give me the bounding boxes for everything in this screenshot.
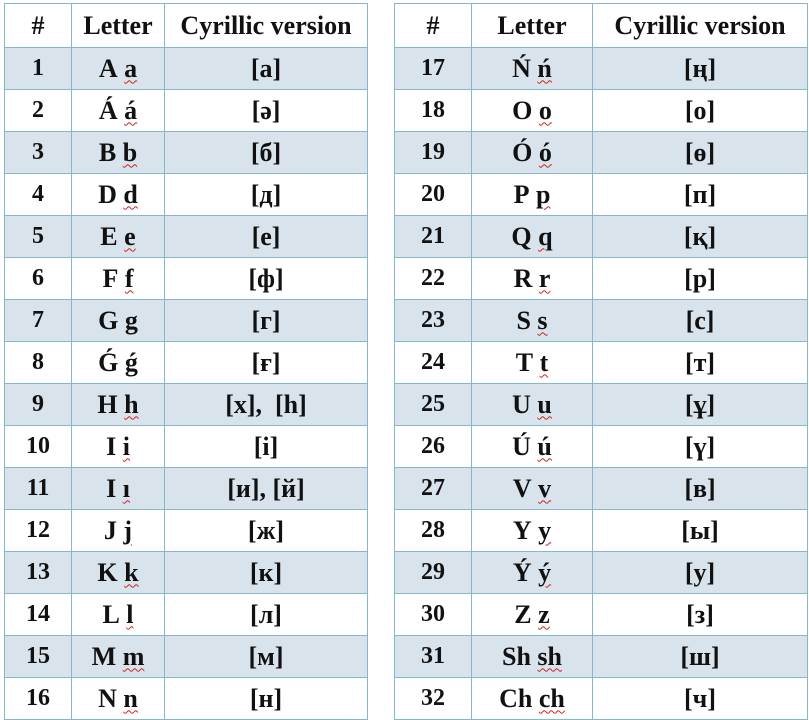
table-row [5, 48, 368, 90]
table-row [395, 342, 808, 384]
row-number: 3 [5, 132, 72, 174]
letter-lowercase: e [124, 221, 136, 251]
row-number: 29 [395, 552, 472, 594]
table-row [395, 258, 808, 300]
header-cyrillic: Cyrillic version [593, 4, 808, 48]
letter-cell [72, 174, 165, 216]
letter-uppercase: Z [514, 599, 532, 629]
row-number: 14 [5, 594, 72, 636]
letter-lowercase: ó [538, 137, 552, 167]
letter-lowercase: v [538, 473, 552, 503]
alphabet-table-left [4, 3, 368, 720]
header-number: # [395, 4, 472, 48]
header-cyrillic: Cyrillic version [165, 4, 368, 48]
table-row [5, 90, 368, 132]
cyrillic-cell: [ф] [165, 258, 368, 300]
table-row [395, 384, 808, 426]
table-row [5, 174, 368, 216]
row-number: 7 [5, 300, 72, 342]
letter-uppercase: H [97, 389, 118, 419]
letter-cell [72, 132, 165, 174]
letter-cell [72, 90, 165, 132]
row-number: 27 [395, 468, 472, 510]
cyrillic-cell: [т] [593, 342, 808, 384]
row-number: 11 [5, 468, 72, 510]
row-number: 32 [395, 678, 472, 720]
cyrillic-cell: [ғ] [165, 342, 368, 384]
letter-uppercase: S [516, 305, 531, 335]
letter-cell [72, 426, 165, 468]
letter-cell [72, 342, 165, 384]
letter-uppercase: Ǵ [98, 347, 119, 377]
letter-lowercase: á [124, 95, 138, 125]
letter-lowercase: b [122, 137, 138, 167]
letter-lowercase: z [538, 599, 550, 629]
letter-cell [472, 216, 593, 258]
cyrillic-cell: [н] [165, 678, 368, 720]
letter-uppercase: Sh [502, 641, 531, 671]
row-number: 18 [395, 90, 472, 132]
letter-uppercase: Ó [512, 137, 533, 167]
letter-uppercase: O [512, 95, 533, 125]
cyrillic-cell: [л] [165, 594, 368, 636]
letter-cell [72, 48, 165, 90]
header-letter: Letter [72, 4, 165, 48]
letter-uppercase: A [98, 53, 118, 83]
letter-cell [472, 174, 593, 216]
letter-lowercase: d [123, 179, 138, 209]
letter-lowercase: t [539, 347, 549, 377]
row-number: 17 [395, 48, 472, 90]
row-number: 1 [5, 48, 72, 90]
letter-lowercase: p [535, 179, 551, 209]
letter-uppercase: K [97, 557, 118, 587]
cyrillic-cell: [ә] [165, 90, 368, 132]
letter-cell [472, 258, 593, 300]
letter-uppercase: N [98, 683, 117, 713]
table-row [395, 552, 808, 594]
row-number: 30 [395, 594, 472, 636]
row-number: 9 [5, 384, 72, 426]
table-row [5, 594, 368, 636]
table-row [395, 48, 808, 90]
row-number: 23 [395, 300, 472, 342]
cyrillic-cell: [қ] [593, 216, 808, 258]
table-row [395, 636, 808, 678]
letter-cell [72, 216, 165, 258]
letter-lowercase: q [538, 221, 553, 251]
cyrillic-cell: [х], [h] [165, 384, 368, 426]
table-row [395, 174, 808, 216]
table-gap [368, 3, 394, 715]
letter-uppercase: Ch [499, 683, 533, 713]
table-row [5, 426, 368, 468]
letter-lowercase: h [124, 389, 139, 419]
row-number: 31 [395, 636, 472, 678]
letter-uppercase: L [102, 599, 120, 629]
letter-cell [72, 636, 165, 678]
cyrillic-cell: [ң] [593, 48, 808, 90]
header-row [5, 4, 368, 48]
cyrillic-cell: [м] [165, 636, 368, 678]
row-number: 8 [5, 342, 72, 384]
letter-lowercase: o [538, 95, 552, 125]
table-row [5, 468, 368, 510]
table-row [395, 468, 808, 510]
row-number: 20 [395, 174, 472, 216]
row-number: 28 [395, 510, 472, 552]
row-number: 24 [395, 342, 472, 384]
letter-uppercase: E [100, 221, 118, 251]
alphabet-table-right [394, 3, 808, 720]
letter-uppercase: I [106, 473, 117, 503]
table-row [395, 426, 808, 468]
letter-cell [472, 636, 593, 678]
table-row [5, 132, 368, 174]
cyrillic-cell: [и], [й] [165, 468, 368, 510]
letter-uppercase: F [102, 263, 119, 293]
letter-cell [472, 468, 593, 510]
letter-lowercase: ý [538, 557, 552, 587]
cyrillic-cell: [д] [165, 174, 368, 216]
row-number: 26 [395, 426, 472, 468]
letter-cell [72, 678, 165, 720]
letter-cell [472, 384, 593, 426]
table-row [395, 216, 808, 258]
letter-lowercase: s [537, 305, 548, 335]
letter-cell [472, 90, 593, 132]
table-row [395, 90, 808, 132]
cyrillic-cell: [ө] [593, 132, 808, 174]
cyrillic-cell: [с] [593, 300, 808, 342]
letter-cell [472, 594, 593, 636]
header-number: # [5, 4, 72, 48]
table-row [5, 384, 368, 426]
letter-lowercase: r [538, 263, 551, 293]
table-row [395, 300, 808, 342]
row-number: 19 [395, 132, 472, 174]
letter-uppercase: U [512, 389, 531, 419]
cyrillic-cell: [з] [593, 594, 808, 636]
table-row [395, 678, 808, 720]
letter-uppercase: Ń [512, 53, 531, 83]
letter-cell [72, 384, 165, 426]
letter-lowercase: f [124, 263, 134, 293]
row-number: 25 [395, 384, 472, 426]
letter-cell [472, 300, 593, 342]
table-row [5, 636, 368, 678]
row-number: 12 [5, 510, 72, 552]
cyrillic-cell: [ұ] [593, 384, 808, 426]
cyrillic-cell: [р] [593, 258, 808, 300]
letter-cell [472, 342, 593, 384]
letter-uppercase: Q [511, 221, 532, 251]
letter-cell [72, 258, 165, 300]
letter-cell [72, 594, 165, 636]
cyrillic-cell: [ч] [593, 678, 808, 720]
letter-lowercase: j [123, 515, 133, 545]
row-number: 10 [5, 426, 72, 468]
cyrillic-cell: [п] [593, 174, 808, 216]
table-row [5, 258, 368, 300]
letter-lowercase: u [537, 389, 552, 419]
letter-lowercase: ch [538, 683, 565, 713]
letter-uppercase: M [91, 641, 117, 671]
letter-lowercase: n [123, 683, 138, 713]
cyrillic-cell: [е] [165, 216, 368, 258]
letter-cell [472, 48, 593, 90]
table-row [5, 678, 368, 720]
table-body-right [395, 48, 808, 720]
header-letter: Letter [472, 4, 593, 48]
letter-cell [472, 426, 593, 468]
letter-lowercase: m [122, 641, 145, 671]
row-number: 2 [5, 90, 72, 132]
letter-uppercase: Y [512, 515, 532, 545]
header-row [395, 4, 808, 48]
letter-cell [472, 552, 593, 594]
letter-uppercase: D [98, 179, 117, 209]
cyrillic-cell: [ы] [593, 510, 808, 552]
table-row [5, 342, 368, 384]
cyrillic-cell: [і] [165, 426, 368, 468]
letter-lowercase: ǵ [124, 347, 138, 377]
letter-uppercase: I [106, 431, 117, 461]
cyrillic-cell: [ш] [593, 636, 808, 678]
letter-uppercase: P [513, 179, 530, 209]
row-number: 4 [5, 174, 72, 216]
letter-uppercase: V [512, 473, 532, 503]
row-number: 22 [395, 258, 472, 300]
table-row [395, 132, 808, 174]
letter-lowercase: y [538, 515, 552, 545]
letter-uppercase: J [103, 515, 117, 545]
row-number: 5 [5, 216, 72, 258]
cyrillic-cell: [ү] [593, 426, 808, 468]
row-number: 6 [5, 258, 72, 300]
letter-uppercase: G [98, 305, 119, 335]
table-row [395, 594, 808, 636]
letter-lowercase: l [126, 599, 134, 629]
letter-lowercase: sh [537, 641, 562, 671]
letter-uppercase: Ú [512, 431, 531, 461]
letter-lowercase: k [124, 557, 139, 587]
letter-cell [72, 468, 165, 510]
letter-cell [72, 300, 165, 342]
letter-lowercase: a [124, 53, 138, 83]
letter-uppercase: T [515, 347, 534, 377]
letter-uppercase: Á [98, 95, 118, 125]
letter-lowercase: i [122, 431, 130, 461]
cyrillic-cell: [а] [165, 48, 368, 90]
letter-lowercase: ı [122, 473, 130, 503]
row-number: 13 [5, 552, 72, 594]
letter-cell [472, 132, 593, 174]
letter-uppercase: Ý [512, 557, 532, 587]
cyrillic-cell: [к] [165, 552, 368, 594]
table-body-left [5, 48, 368, 720]
letter-lowercase: ú [537, 431, 552, 461]
letter-cell [72, 510, 165, 552]
cyrillic-cell: [б] [165, 132, 368, 174]
table-row [5, 552, 368, 594]
letter-cell [472, 510, 593, 552]
table-row [395, 510, 808, 552]
table-row [5, 510, 368, 552]
row-number: 16 [5, 678, 72, 720]
row-number: 21 [395, 216, 472, 258]
letter-uppercase: R [513, 263, 533, 293]
table-row [5, 216, 368, 258]
letter-uppercase: B [98, 137, 117, 167]
letter-lowercase: g [124, 305, 138, 335]
cyrillic-cell: [ж] [165, 510, 368, 552]
cyrillic-cell: [в] [593, 468, 808, 510]
table-row [5, 300, 368, 342]
cyrillic-cell: [о] [593, 90, 808, 132]
cyrillic-cell: [у] [593, 552, 808, 594]
cyrillic-cell: [г] [165, 300, 368, 342]
letter-cell [72, 552, 165, 594]
letter-cell [472, 678, 593, 720]
row-number: 15 [5, 636, 72, 678]
letter-lowercase: ń [537, 53, 552, 83]
